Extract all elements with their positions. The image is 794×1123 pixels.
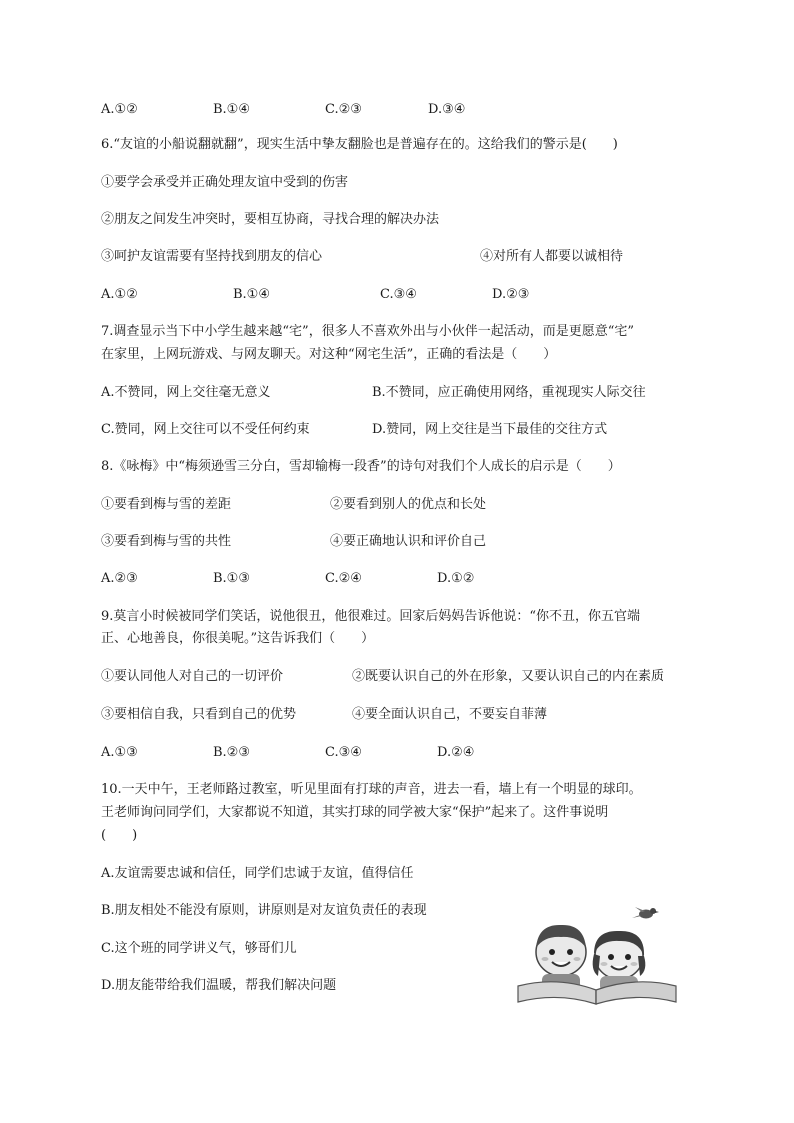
q5-option-d: D.③④ [428, 102, 466, 117]
q8-option-a: A.②③ [101, 571, 138, 586]
q9-stem-line1: 9.莫言小时候被同学们笑话，说他很丑，他很难过。回家后妈妈告诉他说：“你不丑，你五官端 [101, 609, 641, 624]
q6-statement-4: ④对所有人都要以诚相待 [480, 249, 624, 264]
q9-option-b: B.②③ [213, 745, 250, 760]
q10-option-d: D.朋友能带给我们温暖，帮我们解决问题 [101, 978, 337, 993]
bird-icon [632, 907, 659, 919]
open-book-icon [518, 982, 676, 1004]
q8-statement-1: ①要看到梅与雪的差距 [101, 497, 232, 512]
q7-option-a: A.不赞同，网上交往毫无意义 [101, 385, 271, 400]
q7-option-c: C.赞同，网上交往可以不受任何约束 [101, 422, 310, 437]
q8-option-b: B.①③ [213, 571, 250, 586]
q10-option-c: C.这个班的同学讲义气，够哥们儿 [101, 941, 297, 956]
q9-statement-4: ④要全面认识自己，不要妄自菲薄 [352, 707, 548, 722]
q8-option-c: C.②④ [325, 571, 362, 586]
q10-stem-line1: 10.一天中午，王老师路过教室，听见里面有打球的声音，进去一看，墙上有一个明显的球印。 [101, 782, 642, 797]
q7-option-d: D.赞同，网上交往是当下最佳的交往方式 [372, 422, 608, 437]
q9-statement-2: ②既要认识自己的外在形象，又要认识自己的内在素质 [352, 669, 665, 684]
q6-option-b: B.①④ [233, 287, 270, 302]
q6-statement-2: ②朋友之间发生冲突时，要相互协商，寻找合理的解决办法 [101, 212, 440, 227]
q8-option-d: D.①② [437, 571, 475, 586]
q10-option-a: A.友谊需要忠诚和信任，同学们忠诚于友谊，值得信任 [101, 866, 414, 881]
q8-statement-2: ②要看到别人的优点和长处 [330, 497, 487, 512]
q9-option-a: A.①③ [101, 745, 138, 760]
q10-stem-line2: 王老师询问同学们，大家都说不知道，其实打球的同学被大家“保护”起来了。这件事说明 [101, 805, 609, 820]
q10-stem-line3: ( ) [101, 828, 138, 843]
q7-stem-line1: 7.调查显示当下中小学生越来越“宅”，很多人不喜欢外出与小伙伴一起活动，而是更愿意“宅” [101, 324, 634, 339]
q8-stem: 8.《咏梅》中“梅须逊雪三分白，雪却输梅一段香”的诗句对我们个人成长的启示是（ ） [101, 459, 621, 474]
q5-option-a: A.①② [101, 102, 138, 117]
q8-statement-4: ④要正确地认识和评价自己 [330, 534, 487, 549]
q8-statement-3: ③要看到梅与雪的共性 [101, 534, 232, 549]
q5-option-b: B.①④ [213, 102, 250, 117]
q5-option-c: C.②③ [325, 102, 362, 117]
q6-option-d: D.②③ [492, 287, 530, 302]
q9-option-c: C.③④ [325, 745, 362, 760]
q10-option-b: B.朋友相处不能没有原则，讲原则是对友谊负责任的表现 [101, 903, 427, 918]
q9-statement-1: ①要认同他人对自己的一切评价 [101, 669, 284, 684]
q7-option-b: B.不赞同，应正确使用网络，重视现实人际交往 [372, 385, 646, 400]
q6-option-a: A.①② [101, 287, 138, 302]
q9-statement-3: ③要相信自我，只看到自己的优势 [101, 707, 297, 722]
q7-stem-line2: 在家里，上网玩游戏、与网友聊天。对这种“网宅生活”，正确的看法是（ ） [101, 347, 557, 362]
q6-option-c: C.③④ [380, 287, 417, 302]
q6-statement-1: ①要学会承受并正确处理友谊中受到的伤害 [101, 175, 349, 190]
q9-stem-line2: 正、心地善良，你很美呢。”这告诉我们（ ） [101, 631, 375, 646]
q6-stem: 6.“友谊的小船说翻就翻”，现实生活中挚友翻脸也是普遍存在的。这给我们的警示是( ) [101, 137, 618, 152]
q9-option-d: D.②④ [437, 745, 475, 760]
kids-reading-illustration [514, 904, 680, 1008]
q6-statement-3: ③呵护友谊需要有坚持找到朋友的信心 [101, 249, 323, 264]
